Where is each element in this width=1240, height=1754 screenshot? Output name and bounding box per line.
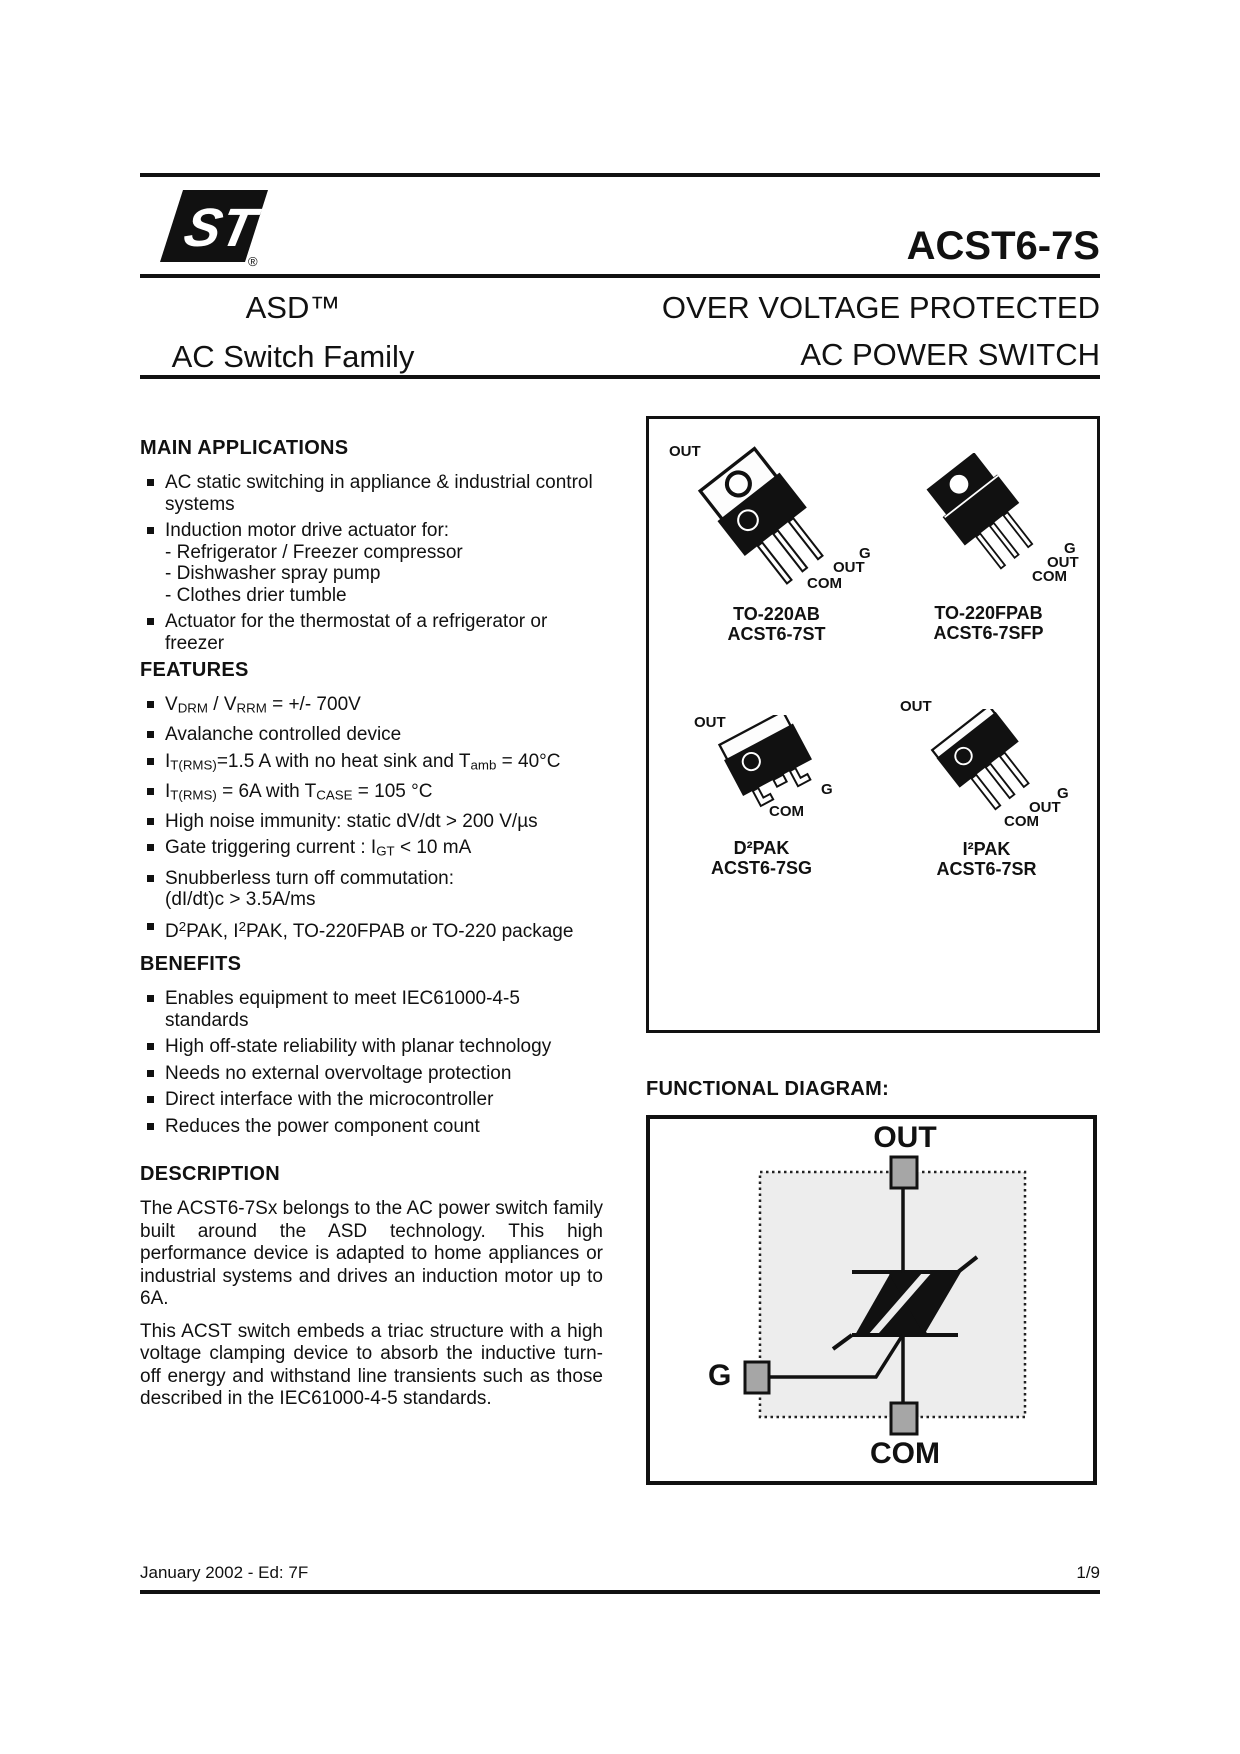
bullet-square-icon — [147, 701, 154, 708]
list-item-text: Gate triggering current : $I_{GT} < 10$ mA — [165, 837, 472, 860]
list-item-text: Snubberless turn off commutation: (dI/dt)c > 3.5A/ms — [165, 867, 455, 911]
pin-label: G — [1064, 540, 1076, 557]
pin-label: G — [859, 545, 871, 562]
bullet-square-icon — [147, 995, 154, 1002]
family-name: ASD™ — [245, 290, 341, 325]
list-item-line: Induction motor drive actuator for: — [165, 520, 450, 541]
list-subitem: - Dishwasher spray pump — [165, 563, 381, 584]
list-subitem: - Clothes drier tumble — [165, 584, 347, 606]
list-item-text: Needs no external overvoltage protection — [165, 1062, 512, 1084]
gate-terminal — [745, 1362, 769, 1393]
list-item-text: $V_{DRM} / V_{RRM}$ = +/- 700V — [165, 694, 361, 716]
pin-label: COM — [807, 575, 842, 592]
functional-diagram-figure — [646, 1115, 1097, 1485]
list-item-text — [165, 520, 463, 606]
list-item-text: Avalanche controlled device — [165, 724, 402, 746]
bullet-square-icon — [147, 1070, 154, 1077]
out-terminal — [891, 1157, 917, 1188]
pin-label: OUT — [1047, 554, 1079, 571]
package-name: I²PAK — [962, 839, 1011, 859]
rule-footer — [140, 1590, 1100, 1594]
title-line2: AC POWER SWITCH — [800, 337, 1100, 372]
bullet-square-icon — [147, 527, 154, 534]
section-benefits — [140, 953, 603, 1142]
package-caption — [886, 603, 1091, 643]
pin-label: COM — [769, 803, 804, 820]
svg-text:ST: ST — [179, 197, 261, 258]
rule-subtitle — [140, 375, 1100, 379]
list-item-text: High noise immunity: static dV/dt > 200 V/µs — [165, 810, 538, 832]
description-paragraph: The ACST6-7Sx belongs to the AC power switch family built around the ASD technology. This high performance device is adapted to home appliances or industrial systems and drives an induction motor up to 6A. — [140, 1198, 603, 1309]
pin-label: OUT — [833, 559, 865, 576]
list-item — [140, 611, 603, 654]
list-item-text: Actuator for the thermostat of a refrigerator or freezer — [165, 611, 548, 654]
section-heading: BENEFITS — [140, 953, 242, 975]
family-subname: AC Switch Family — [171, 339, 415, 374]
list-item — [140, 916, 603, 942]
section-heading: DESCRIPTION — [140, 1163, 280, 1185]
rule-header — [140, 274, 1100, 278]
terminal-label-out: OUT — [873, 1121, 937, 1154]
list-item-text: Enables equipment to meet IEC61000-4-5 standards — [165, 988, 520, 1031]
list-item — [140, 472, 603, 515]
list-subitem: - Refrigerator / Freezer compressor — [165, 541, 463, 563]
section-features — [140, 659, 603, 947]
footer-page-number: 1/9 — [1076, 1563, 1100, 1582]
package-caption — [674, 604, 879, 644]
list-item-text: Direct interface with the microcontroller — [165, 1089, 494, 1110]
list-item-text: High off-state reliability with planar technology — [165, 1036, 552, 1057]
section-description — [140, 1163, 603, 1421]
st-logo — [160, 190, 268, 268]
bullet-square-icon — [147, 875, 154, 882]
triac-schematic — [650, 1119, 1093, 1481]
list-item — [140, 724, 603, 746]
list-item — [140, 751, 603, 776]
terminal-label-gate: G — [708, 1359, 732, 1392]
pin-label: OUT — [900, 698, 932, 715]
list-item-text: Reduces the power component count — [165, 1115, 480, 1137]
bullet-square-icon — [147, 788, 154, 795]
section-heading: FEATURES — [140, 659, 249, 681]
packages-figure — [646, 416, 1100, 1033]
bullet-square-icon — [147, 844, 154, 851]
bullet-square-icon — [147, 923, 154, 930]
list-item — [140, 868, 603, 911]
footer-date-edition: January 2002 - Ed: 7F — [140, 1563, 309, 1582]
list-item-text: $I_{T(RMS)}=1.5$ A with no heat sink and $T_{amb} = 40^\circ C$ — [165, 750, 561, 773]
list-item — [140, 1089, 603, 1111]
bullet-square-icon — [147, 1043, 154, 1050]
list-item — [140, 988, 603, 1031]
package-caption — [659, 838, 864, 878]
list-item — [140, 520, 603, 606]
part-number: ACST6-7S — [906, 224, 1100, 268]
list-item — [140, 694, 603, 719]
bullet-square-icon — [147, 1123, 154, 1130]
section-heading: MAIN APPLICATIONS — [140, 437, 349, 459]
list-item — [140, 837, 603, 862]
device-name: ACST6-7SG — [710, 858, 813, 878]
rule-top — [140, 173, 1100, 177]
functional-diagram-heading: FUNCTIONAL DIAGRAM: — [646, 1078, 890, 1100]
registered-icon: ® — [248, 254, 258, 268]
package-name: TO-220FPAB — [934, 603, 1043, 623]
list-item — [140, 781, 603, 806]
page-title — [580, 290, 1100, 373]
pin-label: COM — [1004, 813, 1039, 830]
pin-label: OUT — [1029, 799, 1061, 816]
pin-label: OUT — [694, 714, 726, 731]
list-item — [140, 1036, 603, 1058]
list-item — [140, 1063, 603, 1085]
package-caption — [884, 839, 1089, 879]
list-item — [140, 1116, 603, 1138]
list-item-text: $D^2PAK$, $I^2PAK$, TO-220FPAB or TO-220 package — [165, 918, 574, 942]
list-item-text: AC static switching in appliance & industrial control systems — [165, 472, 593, 515]
section-main-applications — [140, 437, 603, 659]
bullet-square-icon — [147, 618, 154, 625]
com-terminal — [891, 1403, 917, 1434]
device-name: ACST6-7ST — [727, 624, 826, 644]
pin-label: OUT — [669, 443, 701, 460]
bullet-square-icon — [147, 479, 154, 486]
bullet-square-icon — [147, 731, 154, 738]
bullet-square-icon — [147, 818, 154, 825]
package-name: D²PAK — [733, 838, 790, 858]
pin-label: G — [1057, 785, 1069, 802]
title-line1: OVER VOLTAGE PROTECTED — [661, 290, 1100, 325]
terminal-label-com: COM — [870, 1437, 940, 1470]
bullet-square-icon — [147, 1096, 154, 1103]
package-name: TO-220AB — [733, 604, 820, 624]
device-name: ACST6-7SR — [936, 859, 1037, 879]
description-paragraph: This ACST switch embeds a triac structure with a high voltage clamping device to absorb the inductive turn-off energy and withstand line transients such as those described in the IEC61000-4-5 standards. — [140, 1320, 603, 1409]
list-item-text: $I_{T(RMS)} = 6A$ with $T_{CASE} = 105$ °C — [165, 780, 433, 803]
bullet-square-icon — [147, 758, 154, 765]
pin-label: COM — [1032, 568, 1067, 585]
pin-label: G — [821, 781, 833, 798]
family-block — [140, 290, 446, 375]
list-item — [140, 811, 603, 833]
device-name: ACST6-7SFP — [933, 623, 1044, 643]
d2pak-package-image — [694, 715, 829, 827]
